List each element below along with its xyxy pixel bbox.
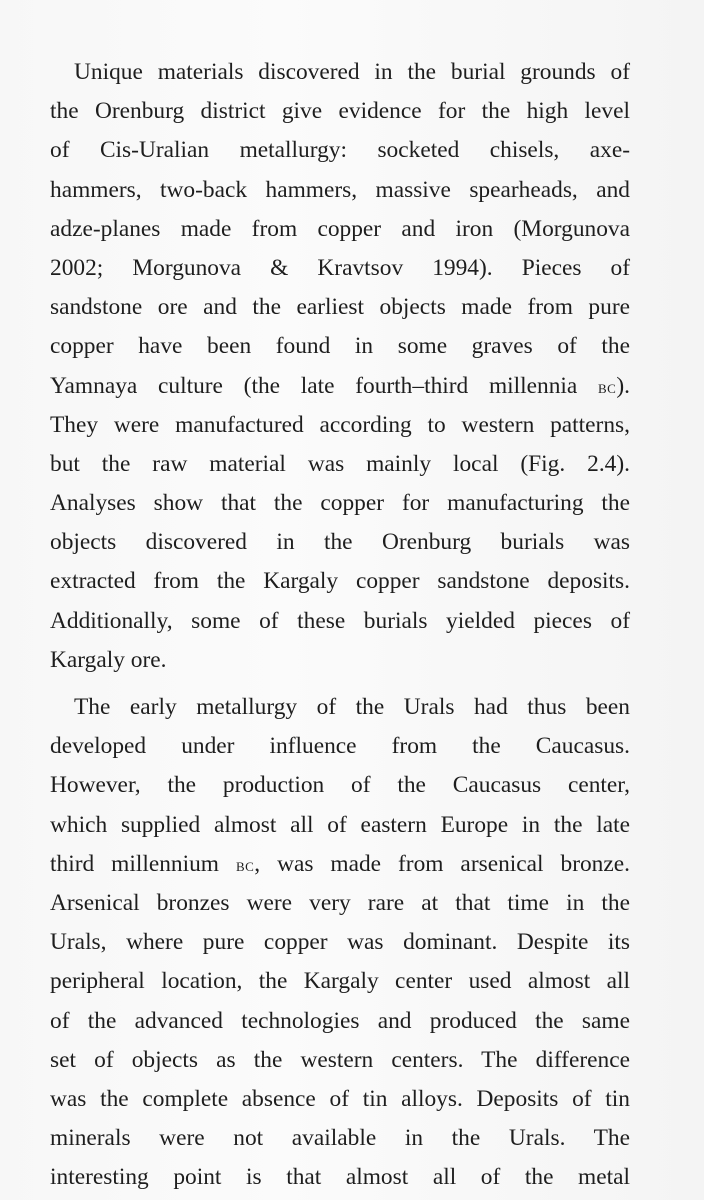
text-line: which supplied almost all of eastern Europe in the late xyxy=(50,811,630,838)
text-segment: ). xyxy=(616,372,630,399)
text-line: objects discovered in the Orenburg burials was xyxy=(50,529,630,556)
text-line: developed under influence from the Caucasus. xyxy=(50,733,630,760)
text-line: of the advanced technologies and produced the same xyxy=(50,1007,630,1034)
small-caps-era: bc xyxy=(598,376,617,398)
text-line: peripheral location, the Kargaly center used almost all xyxy=(50,968,630,995)
text-line: minerals were not available in the Urals. The xyxy=(50,1125,630,1152)
text-line: set of objects as the western centers. The difference xyxy=(50,1046,630,1073)
paragraph xyxy=(50,53,630,680)
text-line: copper have been found in some graves of the xyxy=(50,333,630,360)
text-line: extracted from the Kargaly copper sandstone deposits. xyxy=(50,568,630,595)
text-line: 2002; Morgunova & Kravtsov 1994). Pieces of xyxy=(50,254,630,281)
text-line: adze-planes made from copper and iron (Morgunova xyxy=(50,215,630,242)
text-line: However, the production of the Caucasus center, xyxy=(50,772,630,799)
text-line: Analyses show that the copper for manufacturing the xyxy=(50,490,630,517)
text-segment: third millennium xyxy=(50,850,236,877)
text-line: the Orenburg district give evidence for the high level xyxy=(50,98,630,125)
text-line: sandstone ore and the earliest objects made from pure xyxy=(50,294,630,321)
text-segment: , was made from arsenical bronze. xyxy=(254,850,630,877)
text-line: hammers, two-back hammers, massive spearheads, and xyxy=(50,176,630,203)
text-line: but the raw material was mainly local (Fig. 2.4). xyxy=(50,450,630,477)
text-line: Unique materials discovered in the burial grounds of xyxy=(74,59,630,85)
small-caps-era: bc xyxy=(235,854,255,876)
text-line: They were manufactured according to western patterns, xyxy=(50,411,630,438)
text-line xyxy=(50,845,630,884)
text-line xyxy=(50,367,630,406)
text-line: Urals, where pure copper was dominant. Despite its xyxy=(50,929,630,956)
text-segment: Yamnaya culture (the late fourth–third millennia xyxy=(50,372,599,399)
text-line: Additionally, some of these burials yielded pieces of xyxy=(50,607,630,634)
text-line: interesting point is that almost all of the metal xyxy=(50,1164,630,1191)
text-line: The early metallurgy of the Urals had thus been xyxy=(74,694,630,720)
text-line: was the complete absence of tin alloys. Deposits of tin xyxy=(50,1085,630,1112)
paragraph xyxy=(50,688,630,1197)
text-line: Arsenical bronzes were very rare at that time in the xyxy=(50,889,630,916)
text-line: Kargaly ore. xyxy=(50,646,167,673)
text-line: of Cis-Uralian metallurgy: socketed chisels, axe- xyxy=(50,137,630,164)
